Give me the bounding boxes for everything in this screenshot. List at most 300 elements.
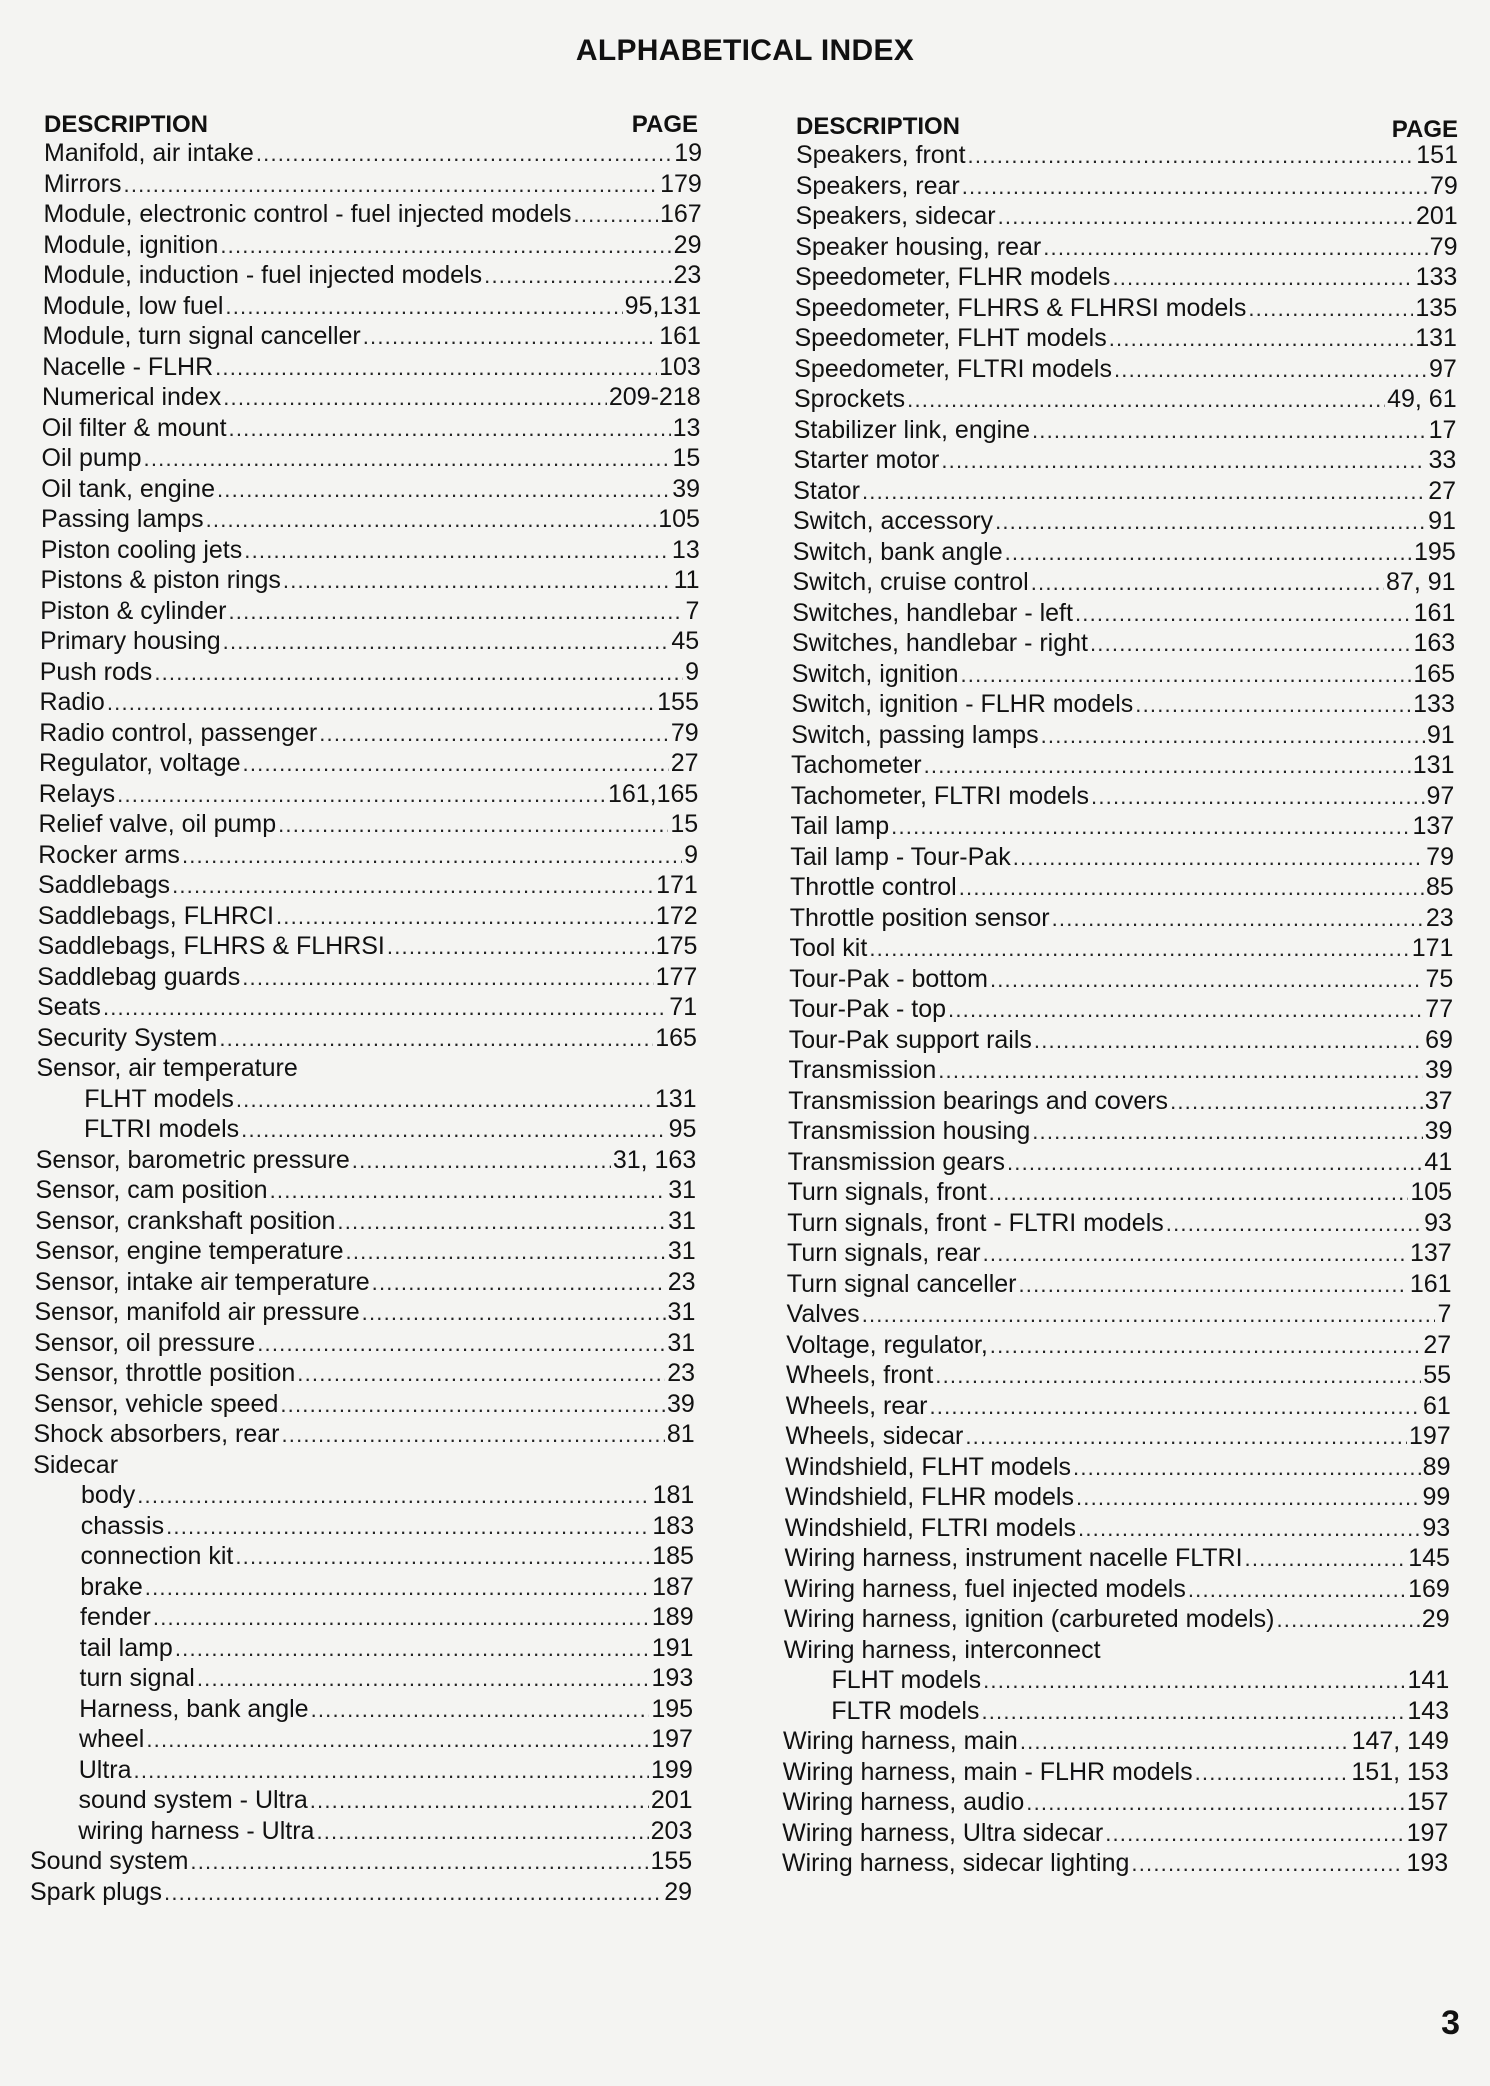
entry-page: 165	[1413, 659, 1456, 688]
entry-description: Wheels, front	[786, 1361, 934, 1389]
dot-leader	[1041, 720, 1425, 752]
entry-page: 91	[1428, 507, 1456, 535]
entry-description: Windshield, FLHR models	[785, 1483, 1074, 1511]
entry-description: Switch, passing lamps	[791, 720, 1039, 749]
index-entry	[782, 1452, 1458, 1483]
dot-leader	[146, 1724, 649, 1756]
dot-leader	[1075, 598, 1412, 630]
index-entry	[30, 291, 702, 322]
dot-leader	[990, 1330, 1422, 1362]
index-column-left	[30, 112, 702, 1907]
index-entry	[30, 687, 702, 718]
entry-description: Transmission	[788, 1056, 937, 1084]
entry-description: Pistons & piston rings	[40, 566, 281, 594]
entry-page: 131	[654, 1084, 697, 1113]
entry-description: Turn signals, rear	[787, 1239, 981, 1267]
dot-leader	[1090, 628, 1412, 660]
dot-leader	[242, 962, 653, 994]
entry-page: 39	[1424, 1056, 1453, 1084]
entry-description: Tour-Pak support rails	[788, 1025, 1032, 1054]
entry-page: 31	[667, 1298, 696, 1326]
entry-page: 55	[1423, 1361, 1451, 1389]
entry-description: Wiring harness, instrument nacelle FLTRI	[784, 1544, 1243, 1572]
entry-description: Wiring harness, ignition (carbureted models)	[784, 1605, 1275, 1633]
entry-page: 99	[1422, 1483, 1451, 1511]
index-entry	[782, 1635, 1458, 1666]
entry-page: 13	[672, 413, 701, 442]
index-entry	[30, 1267, 702, 1298]
entry-description: Tour-Pak - bottom	[789, 964, 988, 993]
entry-description: Rocker arms	[38, 840, 180, 869]
entry-page: 137	[1412, 812, 1455, 840]
index-entry	[30, 1114, 702, 1145]
entry-description: Wiring harness, main - FLHR models	[782, 1757, 1193, 1786]
dot-leader	[103, 992, 667, 1024]
entry-page: 39	[667, 1389, 695, 1418]
dot-leader	[215, 352, 657, 384]
entry-page: 183	[652, 1511, 695, 1540]
index-entry	[30, 1145, 702, 1176]
index-entry	[30, 352, 702, 383]
dot-leader	[983, 1665, 1405, 1697]
entry-description: Tachometer	[791, 751, 922, 779]
entry-page: 155	[657, 688, 699, 716]
dot-leader	[124, 169, 659, 201]
index-entry	[30, 1816, 702, 1847]
index-entry	[30, 474, 702, 505]
entry-description: Speakers, front	[796, 141, 966, 169]
entry-description: fender	[80, 1603, 151, 1631]
entry-description: Oil pump	[41, 444, 142, 472]
entry-page: 105	[1410, 1178, 1453, 1206]
dot-leader	[1248, 293, 1413, 325]
dot-leader	[1005, 537, 1412, 569]
entry-page: 89	[1422, 1452, 1451, 1481]
entry-description: Speedometer, FLHR models	[795, 263, 1111, 291]
index-entry	[782, 1604, 1458, 1635]
dot-leader	[316, 1816, 648, 1848]
dot-leader	[1105, 1818, 1404, 1850]
entry-page: 31	[667, 1328, 696, 1357]
entry-page: 49, 61	[1387, 385, 1457, 413]
entry-description: Sensor, air temperature	[36, 1054, 298, 1082]
entry-description: FLTRI models	[84, 1115, 240, 1143]
index-entry	[30, 1297, 702, 1328]
index-entry	[782, 842, 1458, 873]
entry-description: Shock absorbers, rear	[33, 1420, 280, 1448]
index-entry	[30, 199, 702, 230]
index-entry	[782, 903, 1458, 934]
entry-page: 199	[651, 1755, 693, 1784]
entry-description: Saddlebags	[38, 871, 171, 899]
dot-leader	[574, 199, 658, 231]
entry-description: Switch, accessory	[793, 507, 994, 535]
dot-leader	[1109, 323, 1414, 355]
index-entry	[782, 1086, 1458, 1117]
entry-description: Wiring harness, main	[783, 1727, 1018, 1755]
dot-leader	[137, 1480, 650, 1512]
entry-description: Turn signal canceller	[786, 1269, 1017, 1298]
entry-description: Security System	[36, 1023, 218, 1052]
dot-leader	[989, 1177, 1409, 1209]
dot-leader	[225, 291, 622, 323]
entry-page: 87, 91	[1386, 568, 1456, 596]
entry-page: 27	[1428, 476, 1457, 505]
index-entry	[782, 323, 1458, 354]
entry-description: Sensor, throttle position	[34, 1359, 296, 1387]
entry-description: Numerical index	[42, 383, 222, 411]
index-entry	[30, 657, 702, 688]
index-entry	[30, 138, 702, 169]
entry-page: 133	[1415, 263, 1458, 291]
index-entry	[30, 1358, 702, 1389]
dot-leader	[1043, 232, 1427, 264]
dot-leader	[1135, 689, 1411, 721]
dot-leader	[310, 1785, 649, 1817]
entry-description: wheel	[79, 1725, 145, 1753]
dot-leader	[1020, 1726, 1350, 1758]
entry-page: 147, 149	[1351, 1727, 1449, 1755]
index-entry	[782, 384, 1458, 415]
index-entry	[30, 1419, 702, 1450]
entry-page: 131	[1412, 751, 1455, 779]
index-entry	[30, 1053, 702, 1084]
entry-description: Piston cooling jets	[40, 535, 243, 564]
entry-description: Sprockets	[794, 385, 906, 413]
entry-page: 181	[652, 1481, 695, 1509]
index-entry	[30, 840, 702, 871]
entry-page: 103	[659, 352, 701, 381]
entry-description: Piston & cylinder	[40, 596, 227, 625]
entry-page: 23	[667, 1359, 695, 1387]
dot-leader	[995, 506, 1426, 538]
entry-description: Turn signals, front - FLTRI models	[787, 1208, 1164, 1237]
dot-leader	[219, 1023, 653, 1055]
entry-page: 79	[1426, 842, 1454, 871]
dot-leader	[228, 596, 683, 628]
index-entry	[30, 718, 702, 749]
entry-page: 95,131	[624, 291, 702, 320]
dot-leader	[352, 1145, 611, 1177]
entry-page: 141	[1407, 1666, 1450, 1694]
entry-page: 167	[659, 200, 702, 228]
dot-leader	[935, 1360, 1421, 1392]
index-entry	[782, 1055, 1458, 1086]
dot-leader	[362, 1297, 666, 1329]
entry-page: 79	[1429, 232, 1458, 261]
entry-description: Sensor, intake air temperature	[34, 1267, 370, 1296]
dot-leader	[319, 718, 669, 750]
dot-leader	[1112, 262, 1413, 294]
index-entry	[30, 413, 702, 444]
dot-leader	[346, 1236, 666, 1268]
page-header: PAGE	[1391, 116, 1458, 143]
entry-description: Switches, handlebar - right	[792, 629, 1088, 657]
entry-description: Oil filter & mount	[41, 413, 227, 442]
entry-page: 145	[1408, 1544, 1450, 1572]
index-entry	[782, 750, 1458, 781]
index-entry	[782, 476, 1458, 507]
entry-page: 185	[652, 1542, 694, 1570]
dot-leader	[907, 384, 1385, 416]
dot-leader	[1032, 415, 1427, 447]
entry-description: Sidecar	[33, 1450, 119, 1479]
dot-leader	[278, 809, 668, 841]
entry-page: 95	[668, 1115, 697, 1143]
entry-description: Saddlebags, FLHRCI	[37, 901, 274, 930]
index-entry	[782, 1421, 1458, 1452]
entry-description: Mirrors	[43, 169, 122, 198]
entry-description: Relays	[38, 779, 116, 808]
dot-leader	[1026, 1787, 1405, 1819]
dot-leader	[243, 748, 669, 780]
entry-description: Ultra	[78, 1755, 132, 1784]
index-entry	[30, 565, 702, 596]
dot-leader	[891, 811, 1410, 843]
entry-description: Switches, handlebar - left	[792, 598, 1073, 627]
entry-page: 81	[666, 1420, 695, 1448]
dot-leader	[1245, 1543, 1407, 1575]
entry-page: 161	[1413, 598, 1456, 627]
entry-description: Wheels, sidecar	[785, 1422, 964, 1450]
entry-description: Nacelle - FLHR	[42, 352, 214, 381]
dot-leader	[387, 931, 654, 963]
entry-page: 69	[1425, 1025, 1453, 1054]
index-entry	[782, 232, 1458, 263]
dot-leader	[241, 1114, 666, 1146]
dot-leader	[154, 657, 683, 689]
entry-description: Module, ignition	[43, 230, 219, 259]
entry-page: 33	[1428, 446, 1457, 474]
entry-description: brake	[80, 1572, 143, 1601]
entry-description: Throttle control	[790, 873, 957, 901]
dot-leader	[938, 1055, 1423, 1087]
entry-description: Sensor, oil pressure	[34, 1328, 256, 1357]
dot-leader	[197, 1663, 650, 1695]
entry-page: 105	[658, 505, 700, 533]
entry-page: 97	[1426, 781, 1455, 810]
dot-leader	[968, 140, 1415, 172]
dot-leader	[229, 413, 671, 445]
entry-description: Stator	[793, 476, 860, 505]
entry-page: 179	[660, 169, 702, 198]
index-entry	[30, 169, 702, 200]
entry-page: 197	[651, 1725, 693, 1753]
index-entry	[782, 537, 1458, 568]
entry-page: 41	[1424, 1147, 1453, 1176]
entry-page: 27	[670, 749, 699, 777]
entry-page: 197	[1408, 1422, 1451, 1450]
entry-description: Harness, bank angle	[79, 1694, 309, 1723]
entry-description: Sensor, engine temperature	[35, 1237, 344, 1265]
index-entry	[782, 1330, 1458, 1361]
index-entry	[782, 567, 1458, 598]
entry-page: 209-218	[608, 383, 701, 411]
dot-leader	[1073, 1452, 1421, 1484]
dot-leader	[182, 840, 682, 872]
dot-leader	[983, 1238, 1408, 1270]
entry-page: 9	[684, 840, 698, 869]
dot-leader	[1052, 903, 1424, 935]
index-entry	[782, 994, 1458, 1025]
entry-page: 77	[1425, 995, 1454, 1023]
entry-page: 161,165	[607, 779, 699, 808]
index-entry	[30, 260, 702, 291]
dot-leader	[223, 626, 670, 658]
entry-page: 23	[667, 1267, 696, 1296]
entry-page: 29	[673, 230, 702, 259]
entry-page: 203	[650, 1816, 693, 1845]
entry-page: 31, 163	[612, 1145, 697, 1174]
index-entry	[30, 809, 702, 840]
entry-description: connection kit	[80, 1542, 234, 1570]
index-entry	[782, 1513, 1458, 1544]
entry-page: 195	[651, 1694, 694, 1723]
index-entry-list	[782, 140, 1458, 1879]
entry-description: chassis	[80, 1511, 165, 1540]
index-entry	[30, 1389, 702, 1420]
entry-page: 157	[1406, 1788, 1449, 1816]
index-entry	[782, 1696, 1458, 1727]
index-entry	[30, 535, 702, 566]
dot-leader	[297, 1358, 665, 1390]
entry-page: 151, 153	[1351, 1757, 1449, 1786]
entry-page: 71	[669, 993, 698, 1021]
entry-page: 163	[1413, 629, 1456, 657]
dot-leader	[337, 1206, 666, 1238]
entry-page: 137	[1409, 1239, 1452, 1267]
index-entry	[30, 1694, 702, 1725]
dot-leader	[223, 382, 607, 414]
index-entry	[782, 598, 1458, 629]
index-entry	[782, 628, 1458, 659]
entry-description: Switch, bank angle	[792, 537, 1003, 566]
index-entry	[30, 1328, 702, 1359]
entry-description: Tool kit	[789, 934, 868, 962]
index-entry	[782, 1818, 1458, 1849]
dot-leader	[372, 1267, 666, 1299]
dot-leader	[276, 901, 654, 933]
index-entry	[782, 293, 1458, 324]
dot-leader	[1031, 567, 1384, 599]
index-entry	[782, 1665, 1458, 1696]
index-entry	[30, 1084, 702, 1115]
entry-page: 171	[1411, 934, 1454, 962]
entry-description: Module, electronic control - fuel injected models	[43, 200, 572, 228]
dot-leader	[869, 933, 1409, 965]
index-entry	[30, 1846, 702, 1877]
index-entry	[782, 1726, 1458, 1757]
index-entry	[782, 262, 1458, 293]
dot-leader	[1078, 1513, 1420, 1545]
entry-description: Module, induction - fuel injected models	[43, 261, 483, 289]
index-entry	[782, 1116, 1458, 1147]
dot-leader	[1166, 1208, 1422, 1240]
index-entry	[782, 1238, 1458, 1269]
entry-description: Wiring harness, Ultra sidecar	[782, 1818, 1104, 1847]
entry-page: 79	[1430, 171, 1458, 200]
dot-leader	[1170, 1086, 1423, 1118]
dot-leader	[1091, 781, 1425, 813]
entry-description: Switch, cruise control	[792, 568, 1029, 596]
entry-description: FLTR models	[831, 1696, 980, 1725]
dot-leader	[244, 535, 670, 567]
entry-description: Valves	[786, 1300, 860, 1328]
index-entry	[782, 1269, 1458, 1300]
entry-page: 7	[1437, 1300, 1452, 1328]
entry-page: 15	[670, 810, 699, 838]
entry-description: Throttle position sensor	[789, 903, 1050, 932]
dot-leader	[1013, 842, 1424, 874]
index-entry	[782, 933, 1458, 964]
entry-description: Transmission bearings and covers	[788, 1086, 1169, 1115]
entry-description: Sensor, cam position	[35, 1176, 268, 1204]
entry-page: 187	[652, 1572, 694, 1601]
dot-leader	[311, 1694, 650, 1726]
entry-page: 161	[659, 322, 701, 350]
index-entry	[30, 321, 702, 352]
index-entry	[30, 382, 702, 413]
index-entry	[30, 779, 702, 810]
entry-description: Regulator, voltage	[39, 749, 241, 777]
entry-page: 195	[1414, 537, 1456, 566]
entry-page: 29	[1421, 1605, 1450, 1633]
dot-leader	[1131, 1848, 1404, 1880]
entry-description: Tail lamp - Tour-Pak	[790, 842, 1011, 871]
index-entry	[782, 415, 1458, 446]
entry-page: 91	[1426, 720, 1455, 749]
index-entry	[30, 1663, 702, 1694]
dot-leader	[1076, 1482, 1421, 1514]
entry-page: 29	[664, 1877, 693, 1906]
entry-description: Module, turn signal canceller	[42, 322, 361, 350]
index-entry	[30, 1602, 702, 1633]
dot-leader	[117, 779, 606, 811]
description-header: DESCRIPTION	[796, 113, 961, 140]
entry-description: Sensor, manifold air pressure	[34, 1298, 360, 1326]
entry-page: 97	[1428, 354, 1457, 383]
dot-leader	[217, 474, 670, 506]
dot-leader	[959, 872, 1424, 904]
dot-leader	[134, 1755, 649, 1787]
entry-description: Starter motor	[793, 446, 940, 474]
entry-page: 19	[674, 139, 702, 167]
index-entry	[782, 445, 1458, 476]
dot-leader	[929, 1391, 1421, 1423]
entry-page: 133	[1413, 690, 1455, 718]
entry-page: 75	[1425, 964, 1454, 993]
entry-page: 23	[673, 261, 702, 289]
entry-description: tail lamp	[79, 1633, 173, 1662]
index-entry	[30, 1450, 702, 1481]
entry-description: Seats	[37, 993, 101, 1021]
dot-leader	[1007, 1147, 1422, 1179]
index-entry	[782, 659, 1458, 690]
index-entry	[30, 1541, 702, 1572]
entry-description: Sound system	[30, 1847, 189, 1875]
entry-page: 9	[685, 657, 700, 686]
index-entry	[30, 1785, 702, 1816]
index-entry	[782, 354, 1458, 385]
index-entry	[782, 1360, 1458, 1391]
index-entry	[782, 781, 1458, 812]
index-entry	[782, 506, 1458, 537]
entry-page: 27	[1423, 1330, 1452, 1359]
dot-leader	[862, 1299, 1436, 1331]
index-entry	[30, 901, 702, 932]
entry-description: FLHT models	[831, 1666, 982, 1694]
dot-leader	[235, 1541, 650, 1573]
